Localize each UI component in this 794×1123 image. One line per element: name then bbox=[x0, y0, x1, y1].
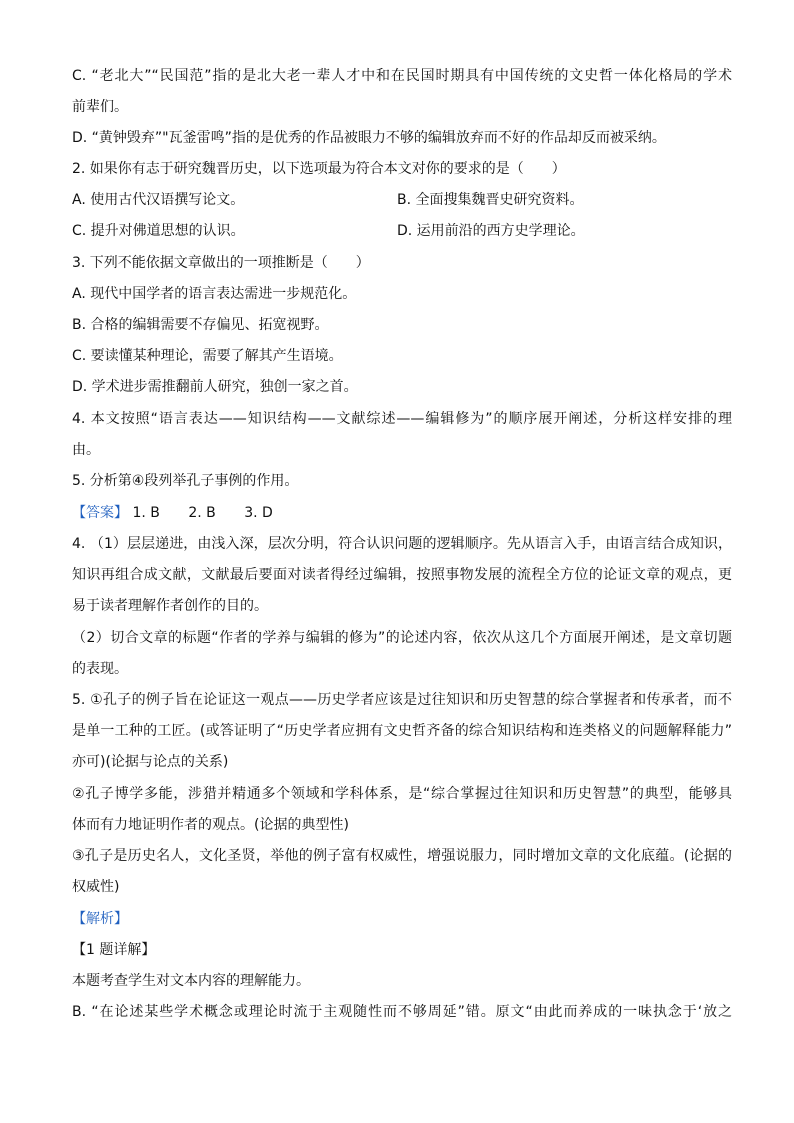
analysis-label: 【解析】 bbox=[72, 911, 128, 927]
detail-option-b: B. “在论述某些学术概念或理论时流于主观随性而不够周延”错。原文“由此而养成的一味执念于‘放之 bbox=[72, 1004, 732, 1020]
answer-label: 【答案】 bbox=[72, 505, 128, 521]
answer-3: 3. D bbox=[244, 505, 273, 521]
answer-5-line-4: ②孔子博学多能，涉猎并精通多个领域和学科体系，是“综合掌握过往知识和历史智慧”的典型，能够具 bbox=[72, 786, 732, 802]
answer-line bbox=[72, 503, 732, 523]
question-3-option-d: D. 学术进步需推翻前人研究，独创一家之首。 bbox=[72, 379, 358, 395]
question-2: 2. 如果你有志于研究魏晋历史，以下选项最为符合本文对你的要求的是（ ） bbox=[72, 161, 566, 177]
answer-5-line-1: 5. ①孔子的例子旨在论证这一观点——历史学者应该是过往知识和历史智慧的综合掌握者和传承者，而不 bbox=[72, 692, 732, 708]
question-2-options-row-1 bbox=[72, 190, 732, 210]
answer-5-line-5: 体而有力地证明作者的观点。(论据的典型性) bbox=[72, 817, 349, 833]
option-c-line-1: C. “老北大”“民国范”指的是北大老一辈人才中和在民国时期具有中国传统的文史哲一体化格局的学术 bbox=[72, 68, 732, 84]
detail-heading-1: 【1 题详解】 bbox=[72, 942, 156, 958]
answer-5-line-6: ③孔子是历史名人，文化圣贤，举他的例子富有权威性，增强说服力，同时增加文章的文化底蕴。(论据的 bbox=[72, 848, 732, 864]
answer-4-line-4: （2）切合文章的标题“作者的学养与编辑的修为”的论述内容，依次从这几个方面展开阐述，是文章切题 bbox=[72, 630, 732, 646]
option-c-line-2: 前辈们。 bbox=[72, 99, 128, 115]
question-5: 5. 分析第④段列举孔子事例的作用。 bbox=[72, 473, 299, 489]
question-4-line-1: 4. 本文按照“语言表达——知识结构——文献综述——编辑修为”的顺序展开阐述，分析这样安排的理 bbox=[72, 411, 732, 427]
answer-4-line-1: 4. （1）层层递进，由浅入深，层次分明，符合认识问题的逻辑顺序。先从语言入手，由语言结合成知识， bbox=[72, 536, 732, 552]
question-4-line-2: 由。 bbox=[72, 442, 100, 458]
answer-4-line-3: 易于读者理解作者创作的目的。 bbox=[72, 598, 268, 614]
option-d-line: D. “黄钟毁弃”"瓦釜雷鸣”指的是优秀的作品被眼力不够的编辑放弃而不好的作品却反而被采纳。 bbox=[72, 130, 666, 146]
answer-2: 2. B bbox=[188, 505, 216, 521]
question-2-option-a: A. 使用古代汉语撰写论文。 bbox=[72, 192, 245, 208]
detail-intro: 本题考查学生对文本内容的理解能力。 bbox=[72, 973, 310, 989]
question-3: 3. 下列不能依据文章做出的一项推断是（ ） bbox=[72, 255, 370, 271]
question-2-option-c: C. 提升对佛道思想的认识。 bbox=[72, 223, 245, 239]
question-3-option-c: C. 要读懂某种理论，需要了解其产生语境。 bbox=[72, 348, 343, 364]
answer-4-line-2: 知识再组合成文献，文献最后要面对读者得经过编辑，按照事物发展的流程全方位的论证文章的观点，更 bbox=[72, 567, 732, 583]
answer-5-line-7: 权威性) bbox=[72, 879, 120, 895]
question-2-option-d: D. 运用前沿的西方史学理论。 bbox=[397, 223, 585, 239]
question-2-options-row-2 bbox=[72, 221, 732, 241]
question-3-option-b: B. 合格的编辑需要不存偏见、拓宽视野。 bbox=[72, 317, 329, 333]
answer-4-line-5: 的表现。 bbox=[72, 661, 128, 677]
question-3-option-a: A. 现代中国学者的语言表达需进一步规范化。 bbox=[72, 286, 357, 302]
answer-1: 1. B bbox=[132, 505, 160, 521]
answer-5-line-2: 是单一工种的工匠。(或答证明了“历史学者应拥有文史哲齐备的综合知识结构和连类格义的问题解释能力” bbox=[72, 723, 732, 739]
question-2-option-b: B. 全面搜集魏晋史研究资料。 bbox=[397, 192, 584, 208]
answer-5-line-3: 亦可)(论据与论点的关系) bbox=[72, 754, 229, 770]
